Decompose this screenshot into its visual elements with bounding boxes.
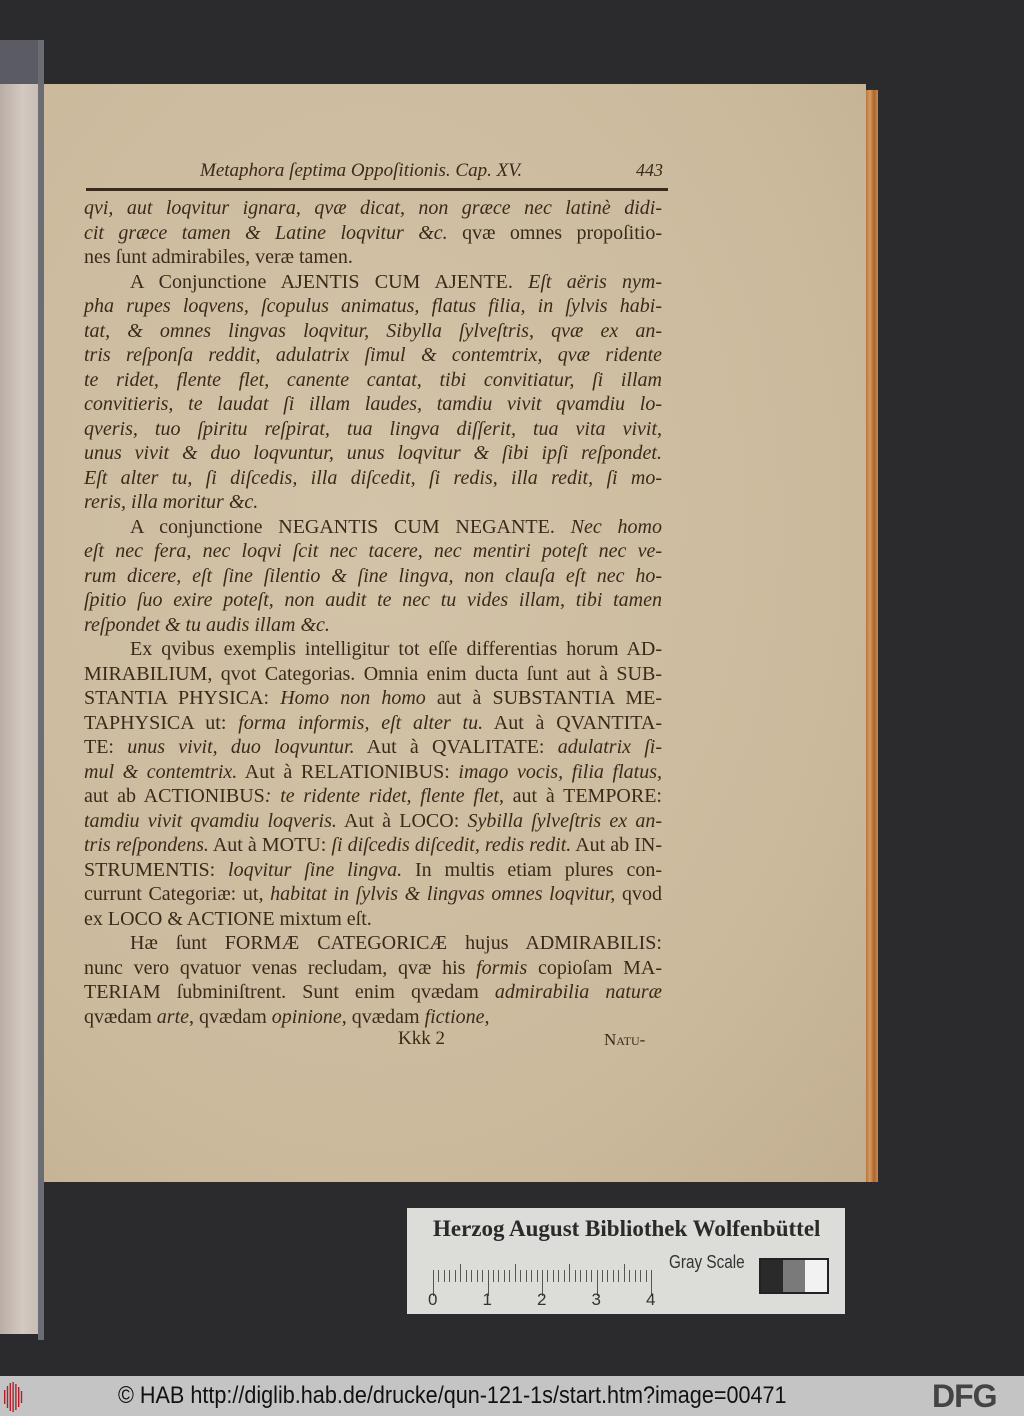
italic-text: tat, & omnes lingvas loqvitur, Sibylla ſylveſtris, qvæ ex an- xyxy=(84,319,662,342)
italic-text: forma informis, eſt alter tu. xyxy=(238,711,484,734)
ruler-tick xyxy=(493,1270,494,1282)
roman-text: aut ab ACTIONIBUS xyxy=(84,785,265,807)
footer-bar xyxy=(0,1376,1024,1416)
ruler-tick xyxy=(477,1270,478,1282)
adjacent-page-edge xyxy=(0,84,38,1334)
gray-swatch xyxy=(805,1260,827,1292)
roman-text: A Conjunctione AJENTIS CUM AJENTE. xyxy=(130,270,529,293)
ruler-tick xyxy=(460,1264,461,1282)
italic-text: opinione xyxy=(271,1005,342,1028)
italic-text: tris reſpondens. xyxy=(84,834,209,856)
roman-text: TAPHYSICA ut: xyxy=(84,711,239,734)
roman-text: nunc vero qvatuor venas recludam, qvæ his xyxy=(84,956,477,979)
ruler-number: 0 xyxy=(428,1290,438,1309)
italic-text: qvi, aut loqvitur ignara, qvæ dicat, non græce nec latinè didi- xyxy=(84,197,662,219)
roman-text: Aut ab IN- xyxy=(571,834,663,856)
text-line xyxy=(84,760,662,784)
italic-text: Nec homo xyxy=(570,515,662,538)
ruler-tick xyxy=(558,1270,559,1282)
header-rule xyxy=(86,188,668,191)
text-line xyxy=(84,980,662,1004)
roman-text: Aut à QVANTITA- xyxy=(483,711,662,734)
roman-text: STANTIA PHYSICA: xyxy=(84,687,281,709)
gray-scale-label: Gray Scale xyxy=(669,1252,745,1272)
ruler-tick xyxy=(618,1270,619,1282)
text-line xyxy=(84,588,662,612)
text-line xyxy=(84,539,662,563)
text-line xyxy=(84,245,662,269)
dfg-logo: DFG xyxy=(932,1378,997,1414)
italic-text: eſt nec fera, nec loqvi ſcit nec tacere, nec mentiri poteſt nec ve- xyxy=(84,540,662,562)
italic-text: Homo non homo xyxy=(280,687,426,709)
text-line xyxy=(84,294,662,318)
italic-text: habitat in ſylvis & lingvas omnes loqvitur, xyxy=(270,883,616,905)
page-stack-edge xyxy=(866,90,878,1182)
roman-text: ex LOCO & ACTIONE mixtum eſt. xyxy=(84,907,372,930)
ruler-scale xyxy=(428,1256,656,1309)
ruler-tick xyxy=(580,1270,581,1282)
roman-text: Ex qvibus exemplis intelligitur tot eſſe differentias horum AD- xyxy=(130,638,662,660)
ruler-tick xyxy=(515,1264,516,1282)
text-line xyxy=(84,490,662,514)
text-line xyxy=(84,662,662,686)
text-line xyxy=(84,441,662,465)
ruler-tick xyxy=(504,1270,505,1282)
text-line xyxy=(84,368,662,392)
ruler-number: 4 xyxy=(646,1290,656,1309)
italic-text: reris, illa moritur &c. xyxy=(84,491,259,513)
italic-text: pha rupes loqvens, ſcopulus animatus, flatus filia, in ſylvis habi- xyxy=(84,295,662,317)
ruler-tick xyxy=(455,1270,456,1282)
ruler-tick xyxy=(520,1270,521,1282)
text-line xyxy=(84,1005,662,1029)
italic-text: Eſt aëris nym- xyxy=(528,270,663,293)
gray-scale-swatches xyxy=(759,1258,829,1294)
text-line xyxy=(84,613,662,637)
catchword: Natu- xyxy=(604,1030,646,1049)
roman-text: , xyxy=(484,1005,490,1028)
roman-text: STRUMENTIS: xyxy=(84,858,229,881)
text-line xyxy=(84,907,662,931)
text-line xyxy=(84,809,662,833)
running-head: Metaphora ſeptima Oppoſitionis. Cap. XV. xyxy=(200,160,523,181)
italic-text: unus vivit, duo loqvuntur. xyxy=(127,736,355,758)
ruler-tick xyxy=(613,1270,614,1282)
text-line xyxy=(84,466,662,490)
italic-text: mul & contemtrix. xyxy=(84,760,238,783)
text-line xyxy=(84,956,662,980)
roman-text: aut à SUBSTANTIA ME- xyxy=(425,687,662,709)
gray-swatch xyxy=(761,1260,783,1292)
library-color-chart xyxy=(407,1208,845,1314)
italic-text: loqvitur ſine lingva. xyxy=(228,858,403,881)
ruler-tick xyxy=(547,1270,548,1282)
text-line xyxy=(84,417,662,441)
text-line xyxy=(84,392,662,416)
ruler-tick xyxy=(624,1264,625,1282)
roman-text: qvæ omnes propoſitio- xyxy=(447,221,662,244)
ruler-tick xyxy=(629,1270,630,1282)
italic-text: te ridet, flente flet, canente cantat, tibi convitiatur, ſi illam xyxy=(84,368,662,391)
roman-text: TE: xyxy=(84,736,128,758)
text-line xyxy=(84,343,662,367)
italic-text: unus vivit & duo loqvuntur, unus loqvitur & ſibi ipſi reſpondet. xyxy=(84,442,662,464)
roman-text: Aut à RELATIONIBUS: xyxy=(237,760,459,783)
ruler-tick xyxy=(449,1270,450,1282)
text-line xyxy=(84,931,662,955)
italic-text: ſi diſcedis diſcedit, redis redit. xyxy=(331,834,572,856)
italic-text: Eſt alter tu, ſi diſcedis, illa diſcedit, ſi redis, illa redit, ſi mo- xyxy=(84,466,662,489)
text-line xyxy=(84,637,662,661)
italic-text: arte xyxy=(156,1005,189,1028)
ruler-number: 3 xyxy=(591,1290,601,1309)
roman-text: Aut à MOTU: xyxy=(208,834,332,856)
roman-text: currunt Categoriæ: ut, xyxy=(84,883,271,905)
ruler-tick xyxy=(471,1270,472,1282)
page-number: 443 xyxy=(636,160,663,180)
ruler-tick xyxy=(531,1270,532,1282)
ruler-tick xyxy=(635,1270,636,1282)
italic-text: admirabilia naturæ xyxy=(494,981,662,1003)
italic-text: fictione xyxy=(424,1005,485,1028)
ruler-tick xyxy=(444,1270,445,1282)
text-line xyxy=(84,833,662,857)
italic-text: qveris, tuo ſpiritu reſpirat, tua lingva diſſerit, tua vita vivit, xyxy=(84,417,662,440)
library-name: Herzog August Bibliothek Wolfenbüttel xyxy=(433,1216,821,1241)
roman-text: aut à TEMPORE: xyxy=(503,785,662,807)
roman-text: qvædam xyxy=(84,1005,157,1028)
italic-text: convitieris, te laudat ſi illam laudes, tamdiu vivit qvamdiu lo- xyxy=(84,393,662,415)
ruler-tick xyxy=(640,1270,641,1282)
gray-swatch xyxy=(783,1260,805,1292)
roman-text: A conjunctione NEGANTIS CUM NEGANTE. xyxy=(130,515,571,538)
ruler-tick xyxy=(607,1270,608,1282)
italic-text: tamdiu vivit qvamdiu loqveris. xyxy=(84,809,337,832)
roman-text: qvod xyxy=(615,883,663,905)
ruler-tick xyxy=(537,1270,538,1282)
ruler-number: 1 xyxy=(482,1290,492,1309)
text-line xyxy=(84,735,662,759)
text-line xyxy=(84,711,662,735)
text-line xyxy=(84,882,662,906)
roman-text: nes ſunt admirabiles, veræ tamen. xyxy=(84,246,353,268)
roman-text: Hæ ſunt FORMÆ CATEGORICÆ hujus ADMIRABILIS: xyxy=(130,932,662,954)
text-line xyxy=(84,686,662,710)
ruler-tick xyxy=(438,1270,439,1282)
italic-text: reſpondet & tu audis illam &c. xyxy=(84,613,330,636)
ruler-tick xyxy=(509,1270,510,1282)
copyright-url[interactable]: © HAB http://diglib.hab.de/drucke/qun-121-1s/start.htm?image=00471 xyxy=(118,1382,787,1409)
italic-text: rum dicere, eſt ſine ſilentio & ſine lingva, non clauſa eſt nec ho- xyxy=(84,564,662,587)
roman-text: , qvædam xyxy=(341,1005,425,1028)
ruler-tick xyxy=(498,1270,499,1282)
ruler-number: 2 xyxy=(537,1290,547,1309)
ruler-tick xyxy=(575,1270,576,1282)
ruler-tick xyxy=(466,1270,467,1282)
italic-text: formis xyxy=(476,956,528,979)
italic-text: ſpitio ſuo exire poteſt, non audit te nec tu vides illam, tibi tamen xyxy=(84,589,662,611)
roman-text: MIRABILIUM, qvot Categorias. Omnia enim ducta ſunt aut à SUB- xyxy=(84,662,662,685)
ruler-tick xyxy=(602,1270,603,1282)
text-line xyxy=(84,858,662,882)
ruler-tick xyxy=(586,1270,587,1282)
scan-background xyxy=(0,40,38,84)
ruler-tick xyxy=(569,1264,570,1282)
italic-text: : te ridente ridet, flente flet, xyxy=(264,785,504,807)
hab-logo-icon xyxy=(4,1382,24,1412)
italic-text: imago vocis, filia flatus, xyxy=(458,760,662,783)
roman-text: , qvædam xyxy=(189,1005,272,1028)
ruler-tick xyxy=(482,1270,483,1282)
ruler-tick xyxy=(564,1270,565,1282)
ruler-tick xyxy=(553,1270,554,1282)
text-line xyxy=(84,221,662,245)
text-line xyxy=(84,515,662,539)
roman-text: Aut à LOCO: xyxy=(336,809,468,832)
roman-text: TERIAM ſubminiſtrent. Sunt enim qvædam xyxy=(84,981,495,1003)
ruler-tick xyxy=(591,1270,592,1282)
text-line xyxy=(84,319,662,343)
italic-text: tris reſponſa reddit, adulatrix ſimul & contemtrix, qvæ ridente xyxy=(84,344,662,366)
text-line xyxy=(84,564,662,588)
text-line xyxy=(84,784,662,808)
text-line xyxy=(84,196,662,220)
roman-text: In multis etiam plures con- xyxy=(402,858,663,881)
ruler-tick xyxy=(646,1270,647,1282)
roman-text: Aut à QVALITATE: xyxy=(354,736,558,758)
italic-text: Sybilla ſylveſtris ex an- xyxy=(467,809,662,832)
roman-text: copioſam MA- xyxy=(527,956,662,979)
italic-text: adulatrix ſi- xyxy=(557,736,663,758)
italic-text: cit græce tamen & Latine loqvitur &c. xyxy=(84,221,448,244)
text-line xyxy=(84,270,662,294)
ruler-tick xyxy=(526,1270,527,1282)
signature-mark: Kkk 2 xyxy=(398,1028,445,1049)
